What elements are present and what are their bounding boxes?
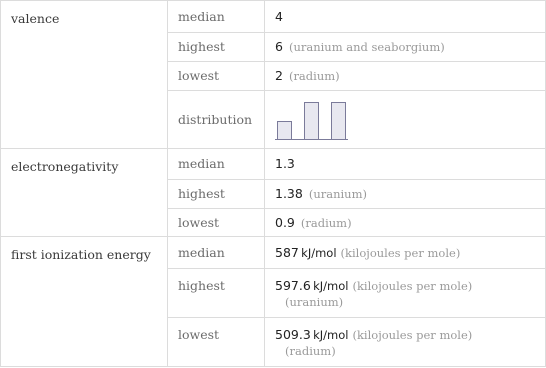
value-text: 1.38 (275, 186, 303, 201)
section-label-valence: valence (1, 1, 168, 149)
row-value (265, 62, 546, 91)
row-label: highest (168, 269, 265, 318)
row-value (265, 91, 546, 149)
value-text: 587 (275, 244, 299, 260)
histogram-bar (331, 102, 346, 140)
value-note: (uranium) (308, 187, 367, 201)
section-label-electronegativity: electronegativity (1, 149, 168, 237)
section-label-first-ionization-energy: first ionization energy (1, 237, 168, 367)
row-label: median (168, 1, 265, 33)
row-value (265, 318, 546, 367)
row-value (265, 237, 546, 269)
value-text: 0.9 (275, 214, 295, 230)
row-value (265, 1, 546, 33)
value-note: (uranium) (285, 295, 344, 309)
row-label: median (168, 237, 265, 269)
row-label: distribution (168, 91, 265, 149)
row-value (265, 209, 546, 237)
value-text: 1.3 (275, 156, 295, 171)
table-row (1, 149, 546, 180)
unit-description: (kilojoules per mole) (352, 328, 473, 342)
value-text: 4 (275, 8, 283, 24)
row-label: median (168, 149, 265, 180)
row-label: highest (168, 180, 265, 209)
unit-description: (kilojoules per mole) (340, 245, 461, 260)
row-value (265, 180, 546, 209)
value-text: 509.3 (275, 327, 311, 342)
row-label: lowest (168, 62, 265, 91)
table-row (1, 237, 546, 269)
value-unit: kJ/mol (301, 245, 337, 260)
histogram-bar (304, 102, 319, 140)
histogram-bar (277, 121, 292, 140)
value-unit: kJ/mol (313, 279, 349, 293)
value-text: 6 (275, 39, 283, 54)
distribution-histogram (275, 100, 365, 140)
row-label: lowest (168, 209, 265, 237)
value-unit: kJ/mol (313, 328, 349, 342)
value-note: (radium) (300, 215, 352, 230)
table-row (1, 1, 546, 33)
unit-description: (kilojoules per mole) (352, 279, 473, 293)
row-value (265, 33, 546, 62)
value-note: (uranium and seaborgium) (288, 40, 445, 54)
value-text: 597.6 (275, 278, 311, 293)
row-label: highest (168, 33, 265, 62)
value-text: 2 (275, 68, 283, 83)
value-note: (radium) (288, 69, 340, 83)
row-value (265, 149, 546, 180)
row-label: lowest (168, 318, 265, 367)
value-note: (radium) (285, 344, 336, 358)
row-value (265, 269, 546, 318)
